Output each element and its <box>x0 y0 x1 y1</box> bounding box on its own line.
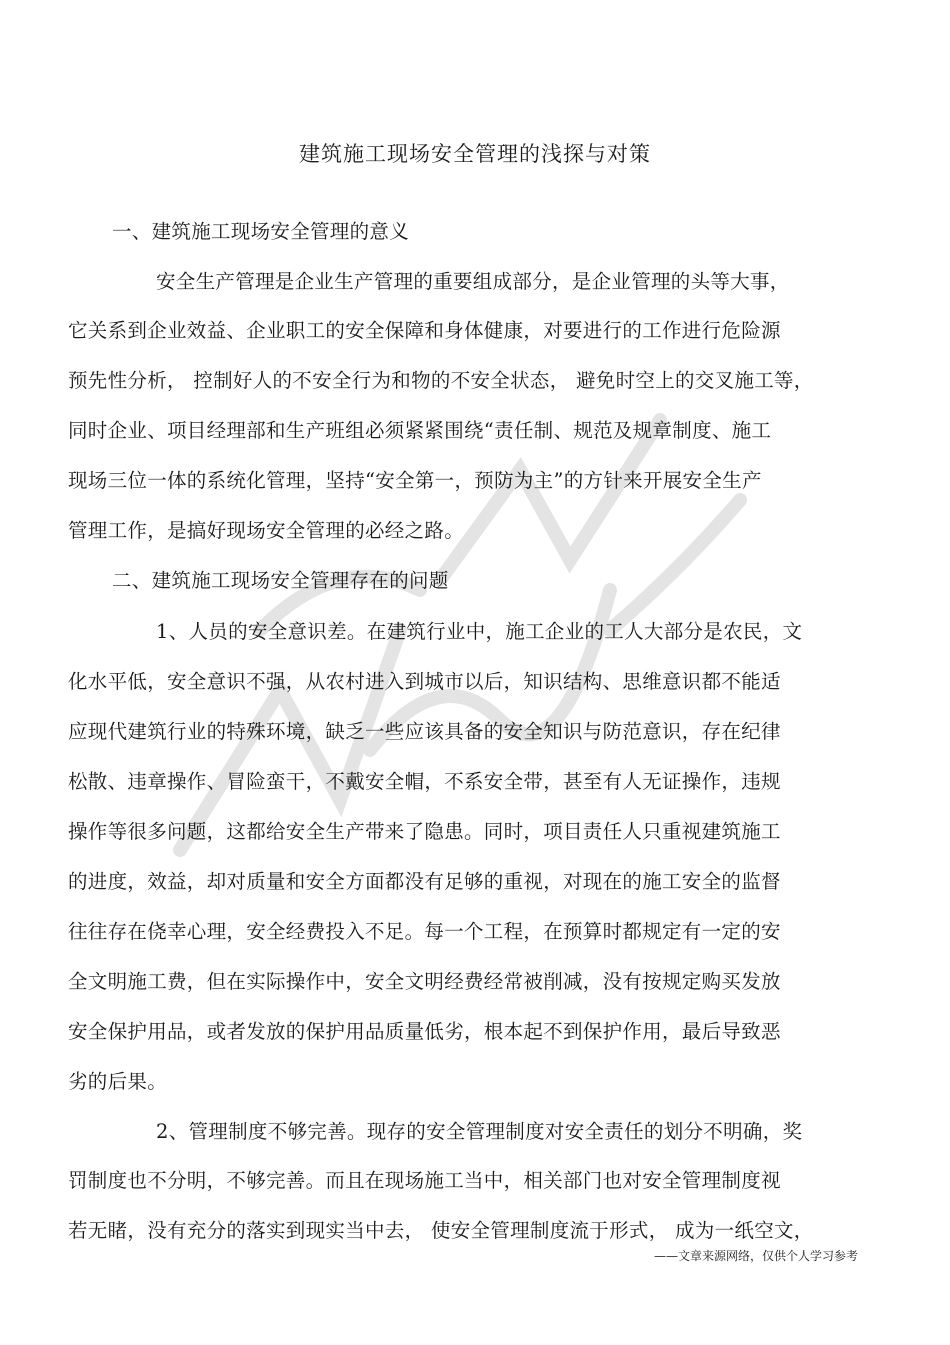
paragraph-line: 操作等很多问题，这都给安全生产带来了隐患。同时，项目责任人只重视建筑施工 <box>68 820 781 843</box>
source-note: ——文章来源网络，仅供个人学习参考 <box>653 1249 858 1263</box>
paragraph-line: 全文明施工费，但在实际操作中，安全文明经费经常被削减，没有按规定购买发放 <box>68 970 781 993</box>
page-title: 建筑施工现场安全管理的浅探与对策 <box>299 142 651 166</box>
paragraph-line: 同时企业、项目经理部和生产班组必须紧紧围绕“责任制、规范及规章制度、施工 <box>68 419 772 442</box>
watermark-icon <box>140 330 780 890</box>
paragraph-line: 化水平低，安全意识不强，从农村进入到城市以后，知识结构、思维意识都不能适 <box>68 670 781 693</box>
paragraph-line: 2、管理制度不够完善。现存的安全管理制度对安全责任的划分不明确，奖 <box>156 1120 803 1143</box>
paragraph-line: 它关系到企业效益、企业职工的安全保障和身体健康，对要进行的工作进行危险源 <box>68 319 781 342</box>
paragraph-line: 的进度，效益，却对质量和安全方面都没有足够的重视，对现在的施工安全的监督 <box>68 870 781 893</box>
paragraph-line: 安全生产管理是企业生产管理的重要组成部分，是企业管理的头等大事， <box>156 270 790 293</box>
section-heading-1: 一、建筑施工现场安全管理的意义 <box>112 220 410 243</box>
paragraph-line: 预先性分析， 控制好人的不安全行为和物的不安全状态， 避免时空上的交叉施工等， <box>68 369 814 392</box>
paragraph-line: 现场三位一体的系统化管理，坚持“安全第一，预防为主”的方针来开展安全生产 <box>68 469 762 492</box>
paragraph-line: 罚制度也不分明，不够完善。而且在现场施工当中，相关部门也对安全管理制度视 <box>68 1169 781 1192</box>
paragraph-line: 管理工作，是搞好现场安全管理的必经之路。 <box>68 519 465 542</box>
paragraph-line: 劣的后果。 <box>68 1070 168 1093</box>
paragraph-line: 若无睹，没有充分的落实到现实当中去， 使安全管理制度流于形式， 成为一纸空文， <box>68 1219 814 1242</box>
paragraph-line: 安全保护用品，或者发放的保护用品质量低劣，根本起不到保护作用，最后导致恶 <box>68 1020 781 1043</box>
paragraph-line: 应现代建筑行业的特殊环境，缺乏一些应该具备的安全知识与防范意识，存在纪律 <box>68 720 781 743</box>
paragraph-line: 1、人员的安全意识差。在建筑行业中，施工企业的工人大部分是农民，文 <box>156 620 803 643</box>
paragraph-line: 往往存在侥幸心理，安全经费投入不足。每一个工程，在预算时都规定有一定的安 <box>68 920 781 943</box>
paragraph-line: 松散、违章操作、冒险蛮干，不戴安全帽，不系安全带，甚至有人无证操作，违规 <box>68 770 781 793</box>
section-heading-2: 二、建筑施工现场安全管理存在的问题 <box>112 569 449 592</box>
